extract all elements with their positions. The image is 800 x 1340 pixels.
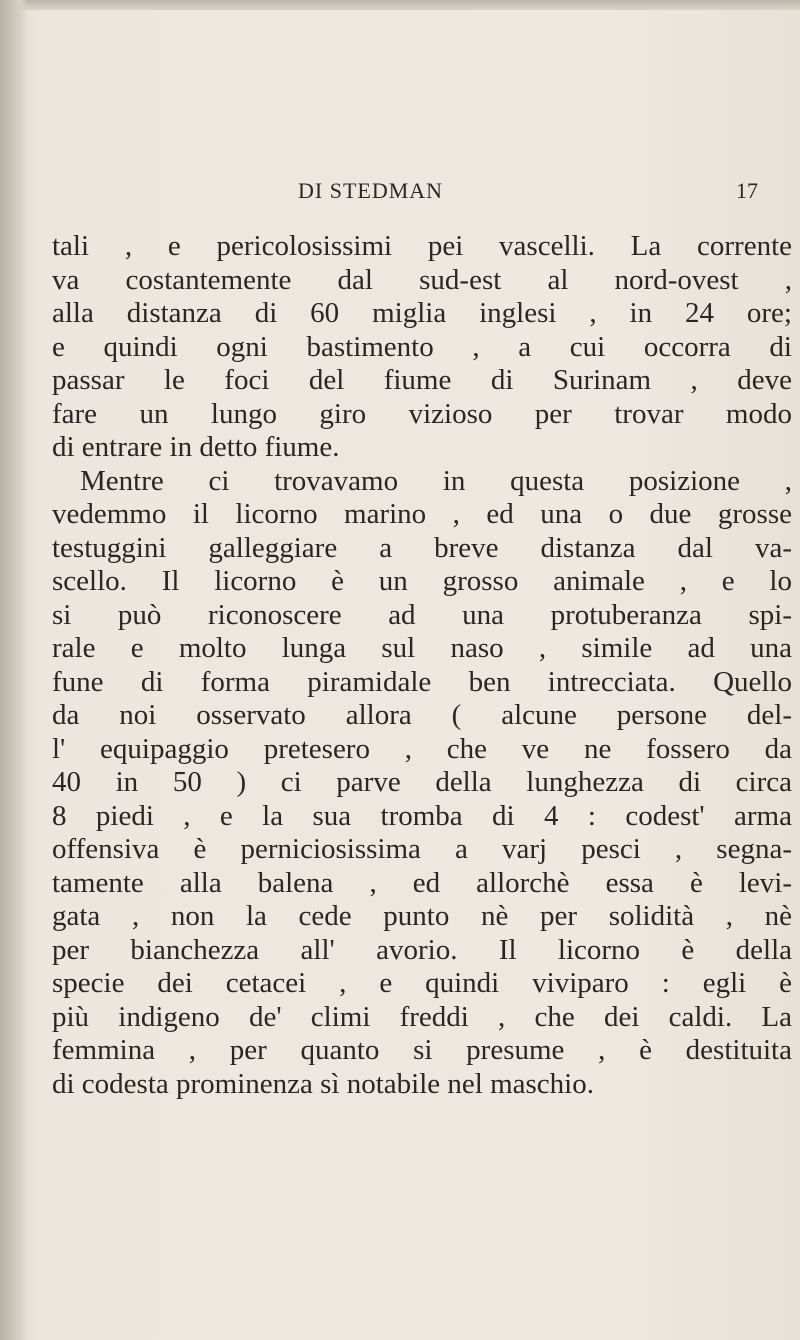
page-number: 17	[736, 178, 758, 203]
body-text	[52, 230, 792, 1101]
text-line: specie dei cetacei , e quindi viviparo : egli è	[52, 967, 792, 999]
text-line: tali , e pericolosissimi pei vascelli. La corrente	[52, 230, 792, 262]
text-line: 8 piedi , e la sua tromba di 4 : codest' arma	[52, 799, 792, 832]
page-top-edge	[0, 0, 800, 10]
text-line: scello. Il licorno è un grosso animale , e lo	[52, 565, 792, 597]
text-line: Mentre ci trovavamo in questa posizione ,	[80, 464, 792, 497]
text-line: si può riconoscere ad una protuberanza spi-	[52, 598, 792, 631]
text-line: testuggini galleggiare a breve distanza dal va-	[52, 531, 792, 564]
running-head: DI STEDMAN	[298, 178, 444, 203]
text-line: per bianchezza all' avorio. Il licorno è della	[52, 933, 792, 966]
text-line: va costantemente dal sud-est al nord-ovest ,	[52, 263, 792, 296]
text-line: di codesta prominenza sì notabile nel maschio.	[52, 1067, 594, 1100]
text-line: offensiva è perniciosissima a varj pesci , segna-	[52, 833, 792, 865]
text-line: vedemmo il licorno marino , ed una o due grosse	[52, 498, 792, 530]
page-header	[0, 178, 800, 208]
text-line: fare un lungo giro vizioso per trovar modo	[52, 397, 792, 430]
text-line: da noi osservato allora ( alcune persone del-	[52, 699, 792, 731]
text-line: 40 in 50 ) ci parve della lunghezza di circa	[52, 766, 792, 798]
text-line: fune di forma piramidale ben intrecciata. Quello	[52, 665, 792, 698]
text-line: l' equipaggio pretesero , che ve ne fossero da	[52, 732, 792, 765]
text-line: gata , non la cede punto nè per solidità , nè	[52, 900, 792, 932]
text-line: e quindi ogni bastimento , a cui occorra di	[52, 330, 792, 363]
text-line: tamente alla balena , ed allorchè essa è levi-	[52, 866, 792, 899]
text-line: di entrare in detto fiume.	[52, 431, 340, 463]
text-line: rale e molto lunga sul naso , simile ad una	[52, 632, 792, 664]
text-line: più indigeno de' climi freddi , che dei caldi. La	[52, 1000, 792, 1033]
text-line: passar le foci del fiume di Surinam , deve	[52, 364, 792, 396]
text-line: alla distanza di 60 miglia inglesi , in 24 ore;	[52, 297, 792, 329]
text-line: femmina , per quanto si presume , è destituita	[52, 1034, 792, 1066]
